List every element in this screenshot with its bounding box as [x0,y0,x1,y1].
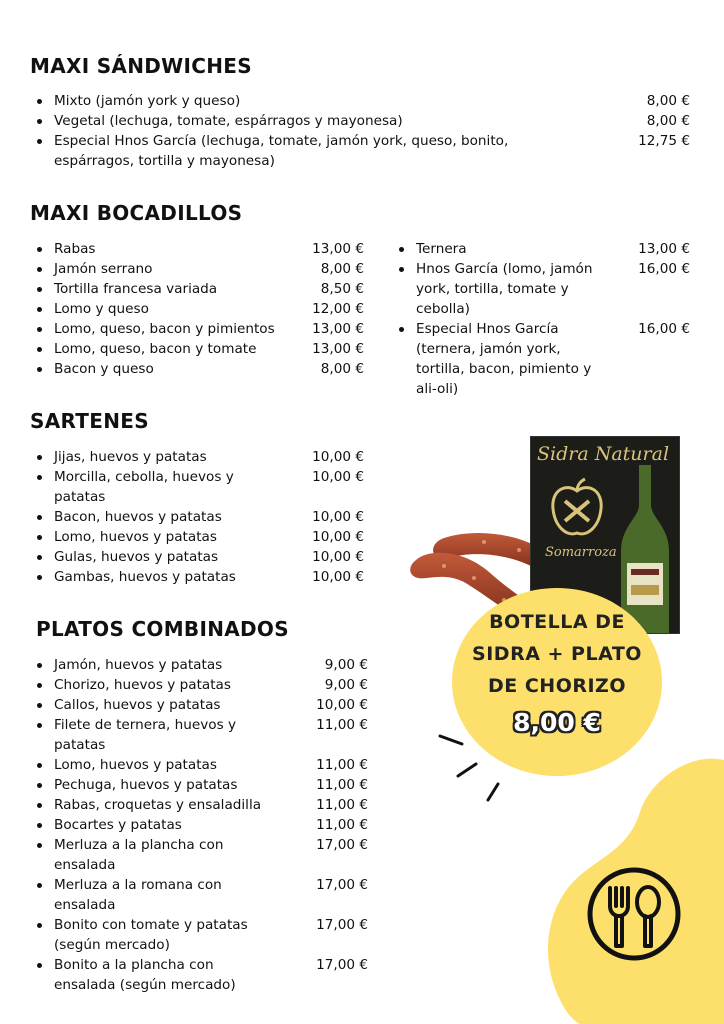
promo-line-1: BOTELLA DE [489,611,625,633]
list-item: Lomo y queso 12,00 € [30,299,364,319]
promo-price: 8,00 € [513,708,601,737]
list-item: Pechuga, huevos y patatas 11,00 € [30,775,368,795]
list-item: Tortilla francesa variada 8,50 € [30,279,364,299]
list-item: Jijas, huevos y patatas 10,00 € [30,447,364,467]
list-item: Gulas, huevos y patatas 10,00 € [30,547,364,567]
cutlery-icon [586,866,682,962]
list-item: Bonito con tomate y patatas (según mercado) 17,00 € [30,915,368,955]
bocadillos-list-left [30,239,364,379]
promo-text [452,606,662,702]
list-item: Ternera 13,00 € [392,239,690,259]
section-title-sartenes: SARTENES [30,409,149,433]
list-item: Bonito a la plancha con ensalada (según mercado) 17,00 € [30,955,368,995]
list-item: Lomo, queso, bacon y tomate 13,00 € [30,339,364,359]
list-item: Filete de ternera, huevos y patatas 11,00 € [30,715,368,755]
list-item: Rabas, croquetas y ensaladilla 11,00 € [30,795,368,815]
list-item: Merluza a la plancha con ensalada 17,00 € [30,835,368,875]
list-item: Especial Hnos García (lechuga, tomate, jamón york, queso, bonito, espárragos, tortilla y mayonesa) 12,75 € [30,131,690,171]
section-title-bocadillos: MAXI BOCADILLOS [30,201,243,225]
list-item: Vegetal (lechuga, tomate, espárragos y mayonesa) 8,00 € [30,111,690,131]
list-item: Hnos García (lomo, jamón york, tortilla, tomate y cebolla) 16,00 € [392,259,690,319]
list-item: Chorizo, huevos y patatas 9,00 € [30,675,368,695]
section-title-platos: PLATOS COMBINADOS [36,617,289,641]
list-item: Bacon, huevos y patatas 10,00 € [30,507,364,527]
list-item: Bacon y queso 8,00 € [30,359,364,379]
list-item: Lomo, huevos y patatas 10,00 € [30,527,364,547]
list-item: Gambas, huevos y patatas 10,00 € [30,567,364,587]
sandwiches-list [30,91,690,171]
poster-brand: Somarroza [545,545,617,560]
list-item: Jamón serrano 8,00 € [30,259,364,279]
platos-list [30,655,368,995]
list-item: Morcilla, cebolla, huevos y patatas 10,00 € [30,467,364,507]
section-title-sandwiches: MAXI SÁNDWICHES [30,54,252,78]
list-item: Especial Hnos García (ternera, jamón york, tortilla, bacon, pimiento y ali-oli) 16,00 € [392,319,690,399]
promo-line-2: SIDRA + PLATO [472,643,642,665]
list-item: Merluza a la romana con ensalada 17,00 € [30,875,368,915]
list-item: Mixto (jamón york y queso) 8,00 € [30,91,690,111]
list-item: Rabas 13,00 € [30,239,364,259]
list-item: Callos, huevos y patatas 10,00 € [30,695,368,715]
apple-logo-icon [547,477,607,541]
list-item: Lomo, huevos y patatas 11,00 € [30,755,368,775]
list-item: Bocartes y patatas 11,00 € [30,815,368,835]
list-item: Jamón, huevos y patatas 9,00 € [30,655,368,675]
poster-title: Sidra Natural [537,443,670,465]
bocadillos-list-right [392,239,690,399]
list-item: Lomo, queso, bacon y pimientos 13,00 € [30,319,364,339]
sartenes-list [30,447,364,587]
promo-line-3: DE CHORIZO [488,675,626,697]
